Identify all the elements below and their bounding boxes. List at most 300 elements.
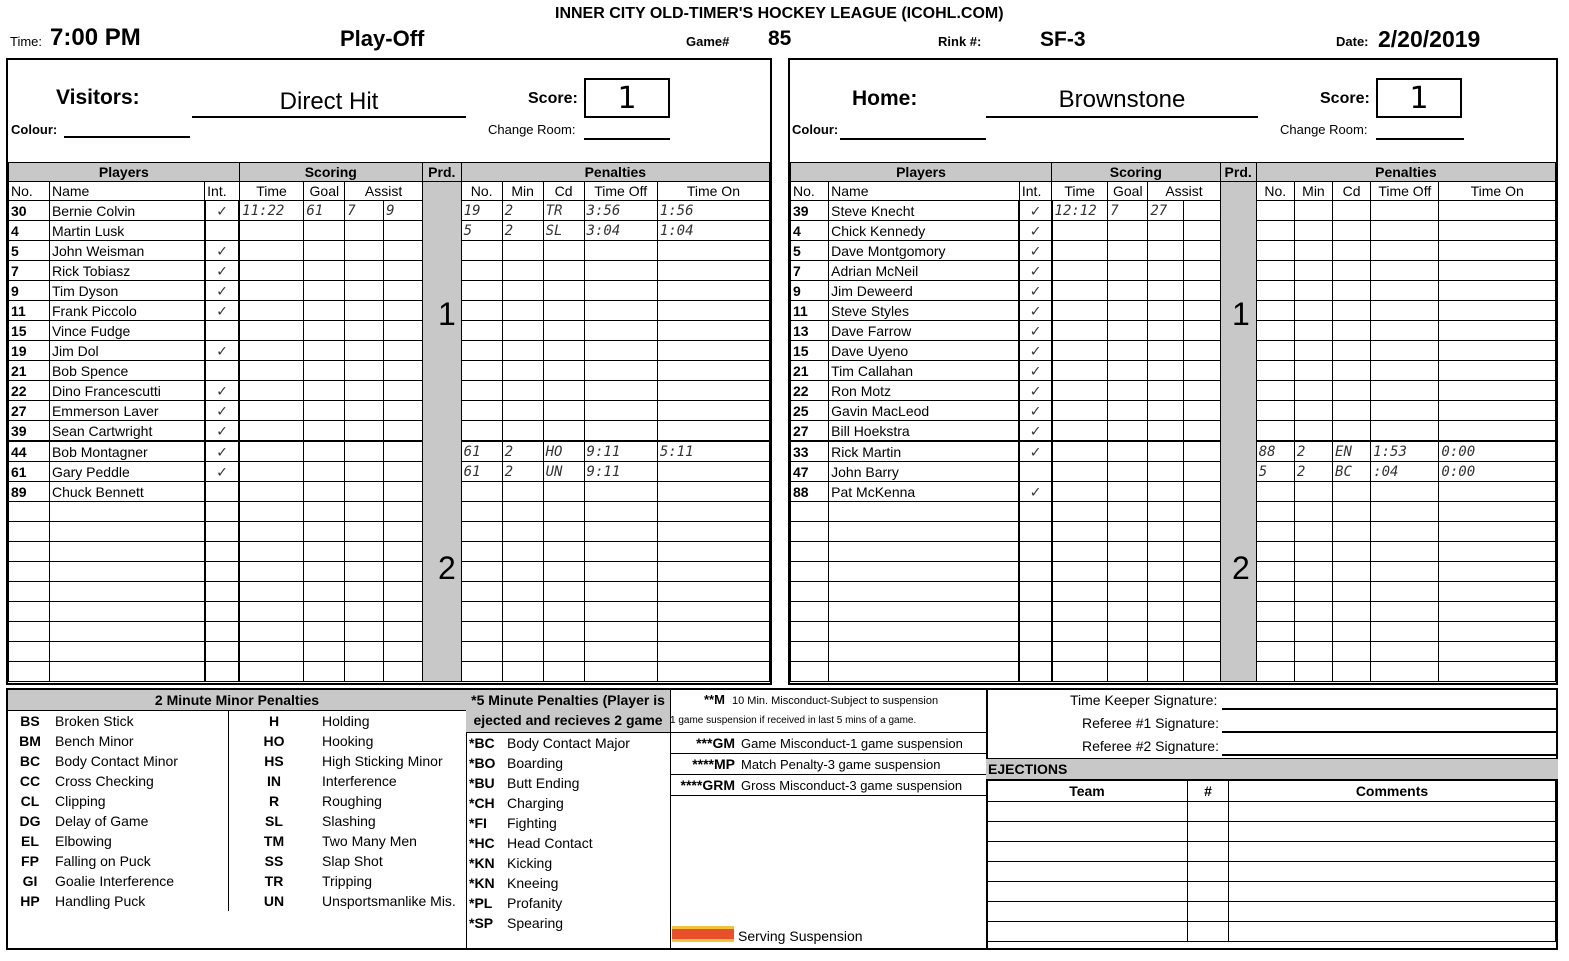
player-int-check: ✓: [1019, 321, 1051, 341]
player-int-check: ✓: [205, 381, 240, 401]
penalty-minutes: [1294, 281, 1332, 301]
goal-scorer: [304, 462, 345, 482]
penalty-minutes: [1294, 502, 1332, 522]
ejection-cell[interactable]: [1188, 802, 1229, 822]
penalty-player: 5: [461, 221, 502, 241]
ejection-cell[interactable]: [987, 802, 1188, 822]
assist-1: [1148, 441, 1184, 462]
penalty-player: [461, 562, 502, 582]
visitors-period-1: 1: [438, 296, 456, 332]
visitors-colour-label: Colour:: [11, 122, 58, 137]
assist-2: [1184, 502, 1220, 522]
penalty-time-off: [1371, 221, 1439, 241]
goal-time: [239, 361, 304, 381]
assist-1: [1148, 281, 1184, 301]
goal-time: [239, 582, 304, 602]
penalty-time-on: [1439, 221, 1556, 241]
col-pen-min: Min: [502, 182, 543, 201]
penalty-time-off: [584, 361, 657, 381]
ejection-cell[interactable]: [1188, 902, 1229, 922]
penalty-time-on: [657, 642, 769, 662]
assist-2: [1184, 462, 1220, 482]
misc-m-row: [670, 690, 986, 710]
misc-m-code: **M: [704, 692, 725, 707]
goal-scorer: [1108, 341, 1148, 361]
assist-2: [384, 502, 423, 522]
penalty-time-off: [1371, 241, 1439, 261]
ejection-cell[interactable]: [987, 882, 1188, 902]
player-number: [791, 642, 829, 662]
home-label: Home:: [852, 87, 918, 110]
player-int-check: [205, 221, 240, 241]
assist-2: 9: [384, 201, 423, 221]
goal-time: [1052, 542, 1108, 562]
player-int-check: ✓: [205, 241, 240, 261]
player-int-check: [1019, 582, 1051, 602]
penalty-code: [543, 301, 584, 321]
penalty-code: [1333, 341, 1371, 361]
player-number: [9, 622, 50, 642]
date-label: Date:: [1336, 34, 1369, 49]
player-number: 7: [9, 261, 50, 281]
penalty-legend: [6, 688, 1558, 950]
player-number: 4: [9, 221, 50, 241]
player-int-check: ✓: [1019, 221, 1051, 241]
col-time-on: Time On: [657, 182, 769, 201]
visitors-score: 1: [584, 78, 670, 118]
assist-2: [1184, 401, 1220, 421]
penalty-description: Two Many Men: [322, 833, 417, 849]
penalty-code: FP: [21, 853, 39, 869]
goal-time: [239, 542, 304, 562]
penalty-minutes: [1294, 201, 1332, 221]
penalty-time-off: [1371, 201, 1439, 221]
penalty-time-on: [1439, 381, 1556, 401]
penalty-player: [1256, 361, 1294, 381]
home-score-label: Score:: [1320, 90, 1370, 107]
goal-time: [1052, 381, 1108, 401]
penalty-time-on: [657, 462, 769, 482]
ejection-cell[interactable]: [987, 822, 1188, 842]
home-grid: [790, 162, 1556, 682]
goal-time: [239, 281, 304, 301]
player-number: 88: [791, 482, 829, 502]
player-number: 15: [9, 321, 50, 341]
misconduct-description: Match Penalty-3 game suspension: [738, 754, 986, 775]
ejection-cell[interactable]: [1229, 842, 1556, 862]
home-colour-line: [840, 138, 986, 140]
assist-1: [345, 281, 384, 301]
penalty-player: 5: [1256, 462, 1294, 482]
visitors-changeroom-line: [584, 138, 670, 140]
player-number: [791, 602, 829, 622]
player-number: 13: [791, 321, 829, 341]
misconduct-code: ***GM: [670, 733, 738, 754]
penalty-minutes: [502, 361, 543, 381]
penalty-minutes: 2: [1294, 462, 1332, 482]
penalty-time-off: [584, 261, 657, 281]
penalty-time-off: :04: [1371, 462, 1439, 482]
assist-2: [384, 542, 423, 562]
goal-scorer: [304, 241, 345, 261]
major-penalty-code: *SP: [469, 915, 494, 931]
penalty-description: Elbowing: [52, 831, 229, 851]
assist-1: 7: [345, 201, 384, 221]
penalty-time-off: [1371, 622, 1439, 642]
goal-scorer: [1108, 281, 1148, 301]
penalty-time-off: [584, 381, 657, 401]
penalty-time-on: 1:56: [657, 201, 769, 221]
player-int-check: [1019, 522, 1051, 542]
penalty-time-on: [657, 421, 769, 442]
penalty-time-on: [1439, 401, 1556, 421]
penalty-time-on: [1439, 281, 1556, 301]
rink-value: SF-3: [1040, 28, 1086, 51]
penalty-code: [1333, 482, 1371, 502]
player-int-check: ✓: [205, 301, 240, 321]
goal-scorer: [304, 441, 345, 462]
penalty-code: [1333, 261, 1371, 281]
ejection-cell[interactable]: [987, 922, 1188, 942]
ref1-signature-line[interactable]: [1222, 731, 1556, 733]
penalty-code: [543, 281, 584, 301]
penalty-time-on: [1439, 341, 1556, 361]
rink-label: Rink #:: [938, 34, 982, 49]
penalty-time-off: [1371, 281, 1439, 301]
player-name: Dino Francescutti: [49, 381, 204, 401]
penalty-minutes: [502, 622, 543, 642]
assist-1: [1148, 522, 1184, 542]
ejection-cell[interactable]: [1188, 822, 1229, 842]
player-int-check: [1019, 542, 1051, 562]
ejections-title: EJECTIONS: [986, 758, 1558, 780]
goal-time: [1052, 462, 1108, 482]
serving-suspension-label: Serving Suspension: [738, 928, 863, 944]
player-number: [791, 662, 829, 682]
goal-time: [239, 401, 304, 421]
player-name: Dave Farrow: [829, 321, 1020, 341]
assist-2: [384, 562, 423, 582]
penalty-description: Roughing: [322, 793, 382, 809]
goal-time: [239, 642, 304, 662]
penalty-time-on: [1439, 241, 1556, 261]
penalty-description: Hooking: [322, 733, 374, 749]
goal-scorer: [304, 482, 345, 502]
major-penalty-code: *PL: [469, 895, 493, 911]
goal-time: [1052, 562, 1108, 582]
ejection-cell[interactable]: [1229, 922, 1556, 942]
penalty-time-off: [584, 281, 657, 301]
penalty-minutes: [502, 562, 543, 582]
penalty-code: [543, 642, 584, 662]
penalty-code: SS: [264, 853, 284, 869]
penalty-time-off: [584, 502, 657, 522]
goal-scorer: [304, 642, 345, 662]
assist-2: [1184, 381, 1220, 401]
penalty-time-off: [584, 401, 657, 421]
player-number: 11: [9, 301, 50, 321]
assist-1: [345, 662, 384, 682]
penalty-description: Clipping: [52, 791, 229, 811]
assist-2: [1184, 341, 1220, 361]
penalty-description: Slap Shot: [322, 853, 383, 869]
assist-1: [345, 241, 384, 261]
goal-scorer: 7: [1108, 201, 1148, 221]
penalty-time-on: [657, 482, 769, 502]
goal-time: [1052, 361, 1108, 381]
penalty-minutes: 2: [502, 441, 543, 462]
penalty-time-on: [1439, 502, 1556, 522]
penalty-code: [1333, 602, 1371, 622]
visitors-period-2: 2: [438, 550, 456, 586]
assist-2: [384, 301, 423, 321]
penalty-time-on: [657, 502, 769, 522]
penalty-code: TM: [263, 833, 285, 849]
player-name: [49, 642, 204, 662]
penalty-time-off: [1371, 301, 1439, 321]
ejection-cell[interactable]: [1229, 862, 1556, 882]
player-number: [9, 562, 50, 582]
assist-2: [384, 381, 423, 401]
player-number: 61: [9, 462, 50, 482]
penalty-time-off: [584, 482, 657, 502]
penalty-code: UN: [263, 893, 285, 909]
goal-scorer: [304, 221, 345, 241]
assist-1: [345, 482, 384, 502]
goal-scorer: [304, 381, 345, 401]
visitors-grid: [8, 162, 770, 682]
ejection-cell[interactable]: [987, 842, 1188, 862]
col-time-off: Time Off: [1371, 182, 1439, 201]
ejection-cell[interactable]: [1188, 922, 1229, 942]
player-name: John Weisman: [49, 241, 204, 261]
penalty-minutes: [1294, 542, 1332, 562]
assist-2: [384, 341, 423, 361]
penalty-code: BS: [20, 713, 40, 729]
penalty-minutes: [1294, 662, 1332, 682]
penalty-player: [461, 321, 502, 341]
penalty-time-off: 9:11: [584, 441, 657, 462]
timekeeper-signature-line[interactable]: [1222, 708, 1556, 710]
penalty-player: [1256, 201, 1294, 221]
ejection-cell[interactable]: [1229, 882, 1556, 902]
player-number: 22: [791, 381, 829, 401]
ejection-cell[interactable]: [987, 862, 1188, 882]
goal-time: [239, 321, 304, 341]
player-name: [49, 582, 204, 602]
period-col: [422, 182, 461, 682]
player-number: [791, 562, 829, 582]
goal-scorer: [304, 542, 345, 562]
col-no: No.: [791, 182, 829, 201]
ejection-cell[interactable]: [1229, 802, 1556, 822]
penalty-time-off: [1371, 582, 1439, 602]
penalty-player: [1256, 542, 1294, 562]
penalty-minutes: [1294, 381, 1332, 401]
penalty-minutes: [1294, 602, 1332, 622]
penalty-description: Goalie Interference: [52, 871, 229, 891]
penalty-player: [1256, 421, 1294, 442]
players-header: Players: [9, 163, 240, 182]
goal-scorer: [1108, 361, 1148, 381]
goal-time: [1052, 482, 1108, 502]
penalty-code: HO: [543, 441, 584, 462]
penalty-time-off: [584, 421, 657, 442]
goal-scorer: [304, 522, 345, 542]
goal-time: [239, 462, 304, 482]
goal-scorer: [1108, 221, 1148, 241]
penalty-minutes: 2: [502, 221, 543, 241]
ejection-cell[interactable]: [1188, 842, 1229, 862]
penalty-minutes: [502, 241, 543, 261]
major-penalty-description: Kicking: [507, 855, 553, 871]
assist-2: [1184, 441, 1220, 462]
goal-scorer: [1108, 301, 1148, 321]
assist-2: [1184, 221, 1220, 241]
assist-1: [1148, 401, 1184, 421]
player-int-check: ✓: [1019, 261, 1051, 281]
goal-scorer: [304, 341, 345, 361]
ref2-signature-line[interactable]: [1222, 754, 1556, 756]
penalty-time-on: [1439, 482, 1556, 502]
misc-m-desc: 10 Min. Misconduct-Subject to suspension: [732, 695, 939, 707]
player-int-check: ✓: [1019, 482, 1051, 502]
player-name: [829, 642, 1020, 662]
assist-2: [384, 421, 423, 442]
penalty-code: [543, 602, 584, 622]
penalty-time-on: [657, 281, 769, 301]
major-penalty-code: *BU: [469, 775, 495, 791]
player-int-check: ✓: [205, 281, 240, 301]
player-int-check: [205, 482, 240, 502]
player-number: 27: [9, 401, 50, 421]
penalty-minutes: [502, 301, 543, 321]
penalty-player: [461, 301, 502, 321]
penalty-time-off: [1371, 502, 1439, 522]
player-name: Martin Lusk: [49, 221, 204, 241]
player-int-check: ✓: [1019, 241, 1051, 261]
penalty-minutes: [502, 381, 543, 401]
penalty-time-on: [657, 662, 769, 682]
penalty-time-off: 3:04: [584, 221, 657, 241]
player-number: 33: [791, 441, 829, 462]
penalty-time-on: [657, 602, 769, 622]
penalty-time-off: [1371, 542, 1439, 562]
assist-2: [384, 622, 423, 642]
player-number: 89: [9, 482, 50, 502]
penalty-player: [1256, 602, 1294, 622]
assist-1: [1148, 662, 1184, 682]
period-col: [1220, 182, 1256, 682]
player-int-check: ✓: [1019, 201, 1051, 221]
goal-time: [1052, 441, 1108, 462]
game-date: 2/20/2019: [1378, 26, 1481, 52]
period-header: Prd.: [422, 163, 461, 182]
player-name: John Barry: [829, 462, 1020, 482]
player-name: Tim Dyson: [49, 281, 204, 301]
assist-2: [1184, 201, 1220, 221]
visitors-team-name: Direct Hit: [279, 88, 379, 115]
misconduct-block: [670, 690, 988, 948]
penalty-time-on: [657, 321, 769, 341]
goal-scorer: [1108, 542, 1148, 562]
ref1-label: Referee #1 Signature:: [1082, 715, 1219, 731]
penalty-code: [543, 321, 584, 341]
major-penalty-description: Head Contact: [507, 835, 593, 851]
ejection-cell[interactable]: [1229, 822, 1556, 842]
minor-penalties-block: [8, 690, 467, 948]
goal-time: [239, 662, 304, 682]
penalty-time-on: [1439, 201, 1556, 221]
goal-time: [1052, 281, 1108, 301]
penalty-code: [543, 562, 584, 582]
penalty-minutes: [502, 582, 543, 602]
goal-scorer: [304, 582, 345, 602]
penalty-minutes: [502, 401, 543, 421]
assist-1: [345, 381, 384, 401]
home-colour-label: Colour:: [792, 122, 839, 137]
penalty-minutes: [1294, 642, 1332, 662]
goal-scorer: [304, 662, 345, 682]
major-penalty-code: *BO: [469, 755, 496, 771]
goal-time: [239, 421, 304, 442]
penalty-code: [1333, 642, 1371, 662]
penalty-player: [1256, 281, 1294, 301]
player-int-check: [1019, 462, 1051, 482]
goal-time: [239, 482, 304, 502]
home-score: 1: [1376, 78, 1462, 118]
penalty-code: [543, 622, 584, 642]
penalty-minutes: [1294, 522, 1332, 542]
scoring-header: Scoring: [1052, 163, 1221, 182]
assist-2: [1184, 562, 1220, 582]
assist-1: [345, 522, 384, 542]
ejection-cell[interactable]: [987, 902, 1188, 922]
ejection-cell[interactable]: [1188, 882, 1229, 902]
player-number: [9, 662, 50, 682]
penalty-time-on: [1439, 301, 1556, 321]
assist-1: [345, 301, 384, 321]
penalty-description: Tripping: [322, 873, 373, 889]
visitors-score-label: Score:: [528, 90, 578, 107]
player-name: Dave Montgomory: [829, 241, 1020, 261]
home-changeroom-line: [1376, 138, 1464, 140]
player-int-check: [205, 622, 240, 642]
player-name: Steve Knecht: [829, 201, 1020, 221]
penalty-code: [1333, 421, 1371, 442]
assist-2: [384, 281, 423, 301]
player-int-check: ✓: [1019, 441, 1051, 462]
goal-scorer: [1108, 622, 1148, 642]
goal-time: [1052, 622, 1108, 642]
goal-scorer: [304, 281, 345, 301]
player-name: Jim Deweerd: [829, 281, 1020, 301]
player-number: [9, 582, 50, 602]
penalty-time-on: [1439, 662, 1556, 682]
assist-2: [1184, 241, 1220, 261]
assist-1: [345, 582, 384, 602]
ejection-cell[interactable]: [1229, 902, 1556, 922]
penalty-time-off: [1371, 562, 1439, 582]
goal-time: [239, 221, 304, 241]
ejection-cell[interactable]: [1188, 862, 1229, 882]
penalty-code: [1333, 201, 1371, 221]
player-int-check: [205, 582, 240, 602]
assist-1: [345, 261, 384, 281]
penalty-minutes: [1294, 261, 1332, 281]
penalty-code: GI: [22, 873, 38, 889]
penalty-time-on: [657, 562, 769, 582]
